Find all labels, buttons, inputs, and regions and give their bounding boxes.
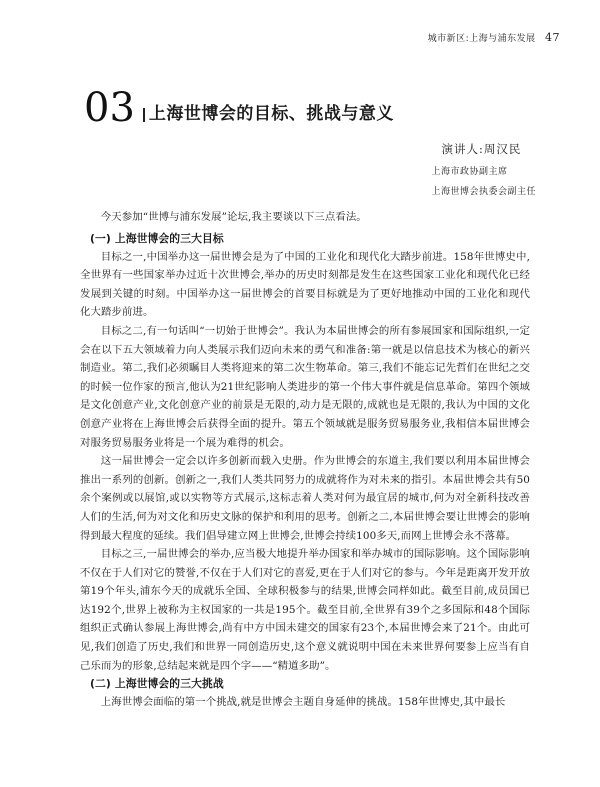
- body-paragraph: 目标之一,中国举办这一届世博会是为了中国的工业化和现代化大踏步前进。158年世博史中,全世界有一些国家举办过近十次世博会,举办的历史时刻都是发生在这些国家工业化和现代化已经发展到关键的时刻。中国举办这一届世博会的首要目标就是为了更好地推动中国的工业化和现代化大踏步前进。: [80, 250, 530, 319]
- intro-paragraph: 今天参加“世博与浦东发展”论坛,我主要谈以下三点看法。: [100, 211, 367, 223]
- body-paragraph: 这一届世博会一定会以许多创新而载入史册。作为世博会的东道主,我们要以利用本届世博会推出一系列的创新。创新之一,我们人类共同努力的成就将作为对未来的指引。本届世博会共有50余个案例或以展馆,或以实物等方式展示,这标志着人类对何为最宜居的城市,何为对全新科技改善人们的生活,何为对文化和历史文脉的保护和利用的思考。创新之二,本届世博会要让世博会的影响得到最大程度的延续。我们倡导建立网上世博会,世博会持续100多天,而网上世博会永不落幕。: [80, 455, 530, 542]
- body-paragraph: 目标之二,有一句话叫“一切始于世博会”。我认为本届世博会的所有参展国家和国际组织,一定会在以下五大领域着力向人类展示我们迈向未来的勇气和准备:第一就是以信息技术为核心的新兴制造业。第二,我们必须瞩目人类将迎来的第二次生物革命。第三,我们不能忘记先哲们在世纪之交的时候一位作家的预言,他认为21世纪影响人类进步的第一个伟大事件就是信息革命。第四个领域是文化创意产业,文化创意产业的前景是无限的,动力是无限的,成就也是无限的,我认为中国的文化创意产业将在上海世博会后获得全面的提升。第五个领域就是服务贸易服务业,我相信本届世博会对服务贸易服务业将是一个展为难得的机会。: [80, 324, 530, 449]
- section-heading: (一) 上海世博会的三大目标: [90, 231, 224, 245]
- speaker-name: 演讲人:周汉民: [441, 142, 522, 156]
- body-paragraph: 上海世博会面临的第一个挑战,就是世博会主题自身延伸的挑战。158年世博史,其中最长: [100, 696, 506, 709]
- speaker-block: [429, 141, 536, 197]
- chapter-number: 03: [84, 85, 135, 131]
- chapter-divider: [143, 108, 145, 122]
- section-heading: (二) 上海世博会的三大挑战: [90, 677, 224, 691]
- running-head: [428, 31, 560, 44]
- speaker-affiliation-2: 上海世博会执委会副主任: [431, 187, 536, 197]
- speaker-affiliation-1: 上海市政协副主席: [431, 167, 508, 177]
- article-body: [80, 208, 530, 712]
- chapter-title: 上海世博会的目标、挑战与意义: [148, 104, 394, 124]
- running-head-label: 城市新区:上海与浦东发展: [427, 34, 536, 44]
- body-paragraph: 目标之三,一届世博会的举办,应当极大地提升举办国家和举办城市的国际影响。这个国际影响不仅在于人们对它的赞誉,不仅在于人们对它的喜爱,更在于人们对它的参与。今年是距离开发开放第19个年头,浦东今天的成就乐全国、全球积极参与的结果,世博会同样如此。截至目前,成员国已达192个,世界上被称为主权国家的一共是195个。截至目前,全世界有39个之多国际和48个国际组织正式确认参展上海世博会,尚有中方中国未建交的国家有23个,本届世博会来了21个。由此可见,我们创造了历史,我们和世界一同创造历史,这个意义就说明中国在未来世界何要参上应当有自己乐而为的形象,总结起来就是四个字——“精道多助”。: [80, 548, 530, 672]
- page-number: 47: [545, 31, 560, 44]
- chapter-heading: [84, 85, 394, 131]
